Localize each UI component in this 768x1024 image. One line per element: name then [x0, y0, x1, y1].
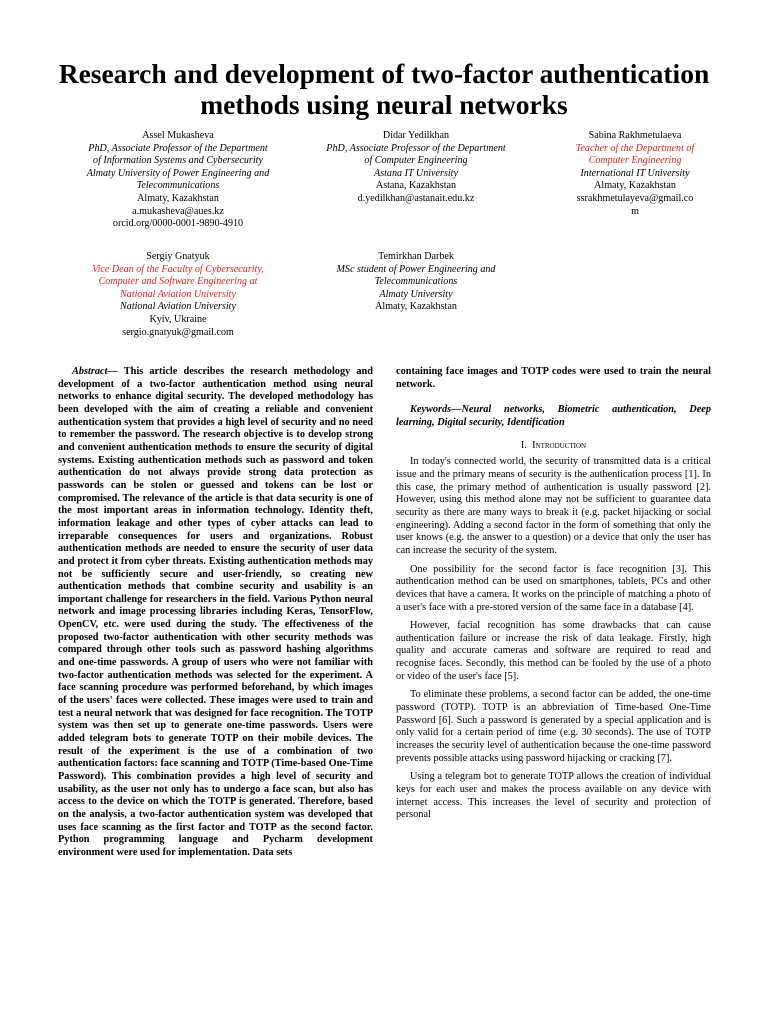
abstract-label: Abstract— — [72, 366, 118, 377]
right-column — [396, 366, 711, 822]
author-location: Almaty, Kazakhstan — [594, 180, 676, 192]
abstract-text: This article describes the research methodology and development of a two-factor authentication method using neural networks to enhance digital security. The developed methodology has been developed with the aim of creating a reliable and convenient authentication system that provides a high level of security and no need to remember the password. The research objective is to develop strong and convenient authentication methods to ensure the security of digital systems. Existing authentication methods such as password and token authentication do not always provide strong data protection as passwords can be stolen or guessed and tokens can be lost or compromised. The relevance of the article is that data security is one of the most important areas in information technology. Identity theft, information leakage and other types of cyber attacks can lead to irreparable consequences for users and organizations. Robust authentication methods are needed to ensure the security of user data and protect it from cyber threats. Existing authentication methods may not be sufficiently secure and user-friendly, so creating new authentication methods that combine security and usability is an important challenge for researchers in the field. Various Python neural network and image processing libraries including Keras, TensorFlow, OpenCV, etc. were used during the study. The effectiveness of the proposed two-factor authentication with other security methods was compared through other tools such as password hashing algorithms and one-time passwords. A group of users who were not familiar with two-factor authentication methods was selected for the experiment. A face scanning procedure was performed beforehand, by which images of the users' faces were collected. These images were used to train and test a neural network that was designed for face recognition. The TOTP system was then set up to generate one-time passwords. Users were added telegram bots to generate TOTP on their mobile devices. The result of the experiment is the use of a combination of two authentication factors: face scanning and TOTP (Time-based One-Time Password). This combination provides a high level of security and usability, as the user not only has to undergo a face scan, but also has access to the device on which the TOTP is generated. Therefore, based on the analysis, a two-factor authentication system was developed that uses face scanning as the first factor and TOTP as the second factor. Python programming language and Pycharm development environment were used for implementation. Data sets — [58, 366, 373, 858]
abstract — [58, 366, 373, 860]
author-name: Sergiy Gnatyuk — [146, 251, 210, 262]
author-role: Telecommunications — [374, 276, 458, 288]
author-affiliation: Almaty University of Power Engineering and — [86, 167, 270, 179]
author-role: PhD, Associate Professor of the Department — [88, 142, 268, 154]
abstract-continuation: containing face images and TOTP codes were used to train the neural network. — [396, 366, 711, 390]
section-title: Introduction — [532, 439, 587, 451]
author-location: Almaty, Kazakhstan — [137, 192, 219, 204]
author-role: Computer Engineering — [588, 155, 682, 167]
author-email: d.yedilkhan@astanait.edu.kz — [357, 192, 475, 204]
author-location: Almaty, Kazakhstan — [375, 301, 457, 313]
author-email: m — [631, 205, 639, 217]
paragraph: In today's connected world, the security of transmitted data is a critical issue and the primary means of security is the authentication process [1]. In this case, the primary method of authentication is usually password [2]. However, using this method alone may not be sufficient to guarantee data security as there are many ways to break it (e.g. packet hijacking or social engineering). Adding a second factor in the form of something that only the user knows (e.g. the answer to a question) or a device that only the user has can increase the security of the system. — [396, 456, 711, 556]
author-block-3 — [540, 130, 730, 218]
author-affiliation: Almaty University — [379, 288, 453, 300]
paragraph: Using a telegram bot to generate TOTP allows the creation of individual keys for each user and makes the process available on any device with internet access. This increases the level of security and protection of personal — [396, 771, 711, 821]
paragraph: However, facial recognition has some drawbacks that can cause authentication failure or increase the risk of data leakage. Firstly, high quality and accurate cameras and software are required to read and recognise faces. Secondly, this method can be fooled by the use of a photo or video of the user's face [5]. — [396, 620, 711, 682]
author-role: Teacher of the Department of — [575, 142, 695, 154]
author-block-2 — [296, 130, 536, 206]
author-affiliation: Astana IT University — [374, 167, 458, 179]
author-name: Assel Mukasheva — [142, 130, 214, 141]
author-role: of Information Systems and Cybersecurity — [93, 155, 263, 167]
keywords: Keywords—Neural networks, Biometric authentication, Deep learning, Digital security, Identification — [396, 404, 711, 428]
author-name: Sabina Rakhmetulaeva — [588, 130, 682, 141]
author-name: Temirkhan Darbek — [378, 251, 454, 262]
author-location: Astana, Kazakhstan — [375, 180, 457, 192]
author-orcid: orcid.org/0000-0001-9890-4910 — [112, 218, 244, 230]
author-role: MSc student of Power Engineering and — [336, 263, 496, 275]
author-block-5 — [296, 251, 536, 314]
author-email: sergio.gnatyuk@gmail.com — [122, 326, 234, 338]
paragraph: To eliminate these problems, a second factor can be added, the one-time password (TOTP). TOTP is an abbreviation of Time-based One-Time Password [6]. Such a password is generated by a special application and is only valid for a certain period of time (e.g. 30 seconds). The use of TOTP increases the security level of authentication because the one-time password prevents possible attacks using password hijacking or cracking [7]. — [396, 689, 711, 764]
author-affiliation: International IT University — [580, 167, 690, 179]
author-affiliation: Telecommunications — [136, 180, 220, 192]
section-number: I. — [520, 439, 527, 451]
author-role: PhD, Associate Professor of the Department — [326, 142, 506, 154]
section-heading — [396, 440, 711, 453]
author-role: of Computer Engineering — [364, 155, 468, 167]
author-location: Kyiv, Ukraine — [149, 313, 207, 325]
paragraph: One possibility for the second factor is face recognition [3]. This authentication method can be used on smartphones, tablets, PCs and other devices that have a camera. It works on the principle of matching a photo of a user's face with a pre-stored version of the same face in a database [4]. — [396, 563, 711, 613]
author-block-4 — [58, 251, 298, 339]
author-role: Computer and Software Engineering at — [98, 276, 258, 288]
author-block-1 — [58, 130, 298, 231]
author-name: Didar Yedilkhan — [382, 130, 450, 141]
author-role: Vice Dean of the Faculty of Cybersecurity, — [92, 263, 264, 275]
left-column — [58, 366, 373, 860]
author-email: ssrakhmetulayeva@gmail.co — [576, 192, 694, 204]
author-email: a.mukasheva@aues.kz — [132, 205, 224, 217]
paper-title: Research and development of two-factor authentication methods using neural networks — [58, 58, 710, 120]
author-affiliation: National Aviation University — [120, 301, 236, 313]
author-role: National Aviation University — [120, 288, 236, 300]
